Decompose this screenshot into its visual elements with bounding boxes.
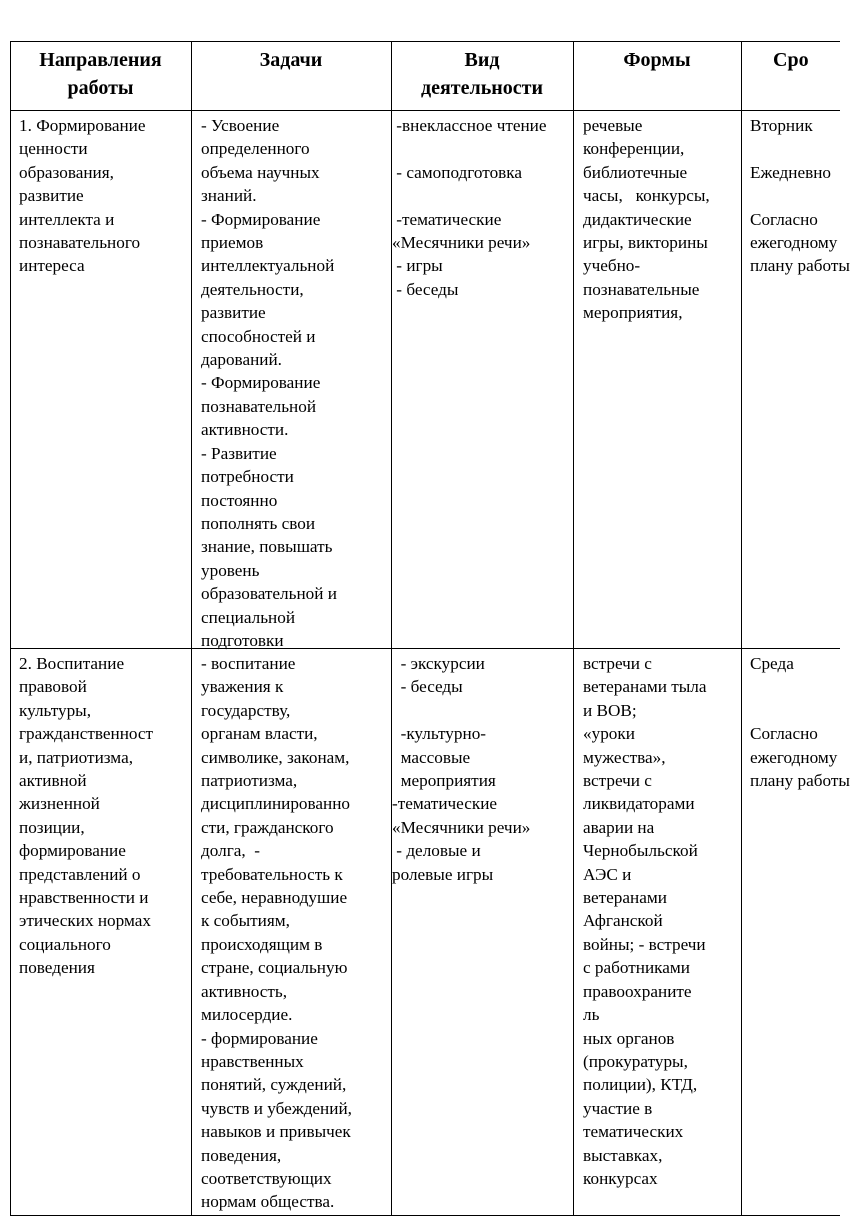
header-tasks: Задачи — [259, 49, 323, 71]
row2-terms: Среда Согласно ежегодному плану работы — [750, 654, 850, 791]
header-forms: Формы — [623, 49, 691, 71]
header-activity: Вид деятельности — [420, 49, 544, 99]
row1-forms: речевые конференции, библиотечные часы, конкурсы, дидактические игры, викторины учебно- познавательные мероприятия, — [583, 116, 710, 323]
row1-direction: 1. Формирование ценности образования, развитие интеллекта и познавательного интереса — [19, 116, 146, 276]
row1-tasks: - Усвоение определенного объема научных знаний. - Формирование приемов интеллектуальной деятельности, развитие способностей и дарований. - Формирование познавательной активности. - Развитие потребности постоянно пополнять свои знание, повышать уровень образовательной и специальной подготовки — [201, 116, 337, 650]
row2-forms: встречи с ветеранами тыла и ВОВ; «уроки мужества», встречи с ликвидаторами аварии на Чернобыльской АЭС и ветеранами Афганской войны; - встречи с работниками правоохраните ль ных органов (прокуратуры, полиции), КТД, участие в тематических выставках, конкурсах — [583, 654, 707, 1188]
row2-activity: - экскурсии - беседы -культурно- массовые мероприятия -тематические «Месячники речи» - деловые и ролевые игры — [392, 654, 531, 884]
plan-table — [10, 41, 850, 1216]
row1-activity: -внеклассное чтение - самоподготовка -тематические «Месячники речи» - игры - беседы — [392, 116, 547, 299]
row2-tasks: - воспитание уважения к государству, органам власти, символике, законам, патриотизма, дисциплинированно сти, гражданского долга, - требовательность к себе, неравнодушие к событиям, происходящим в стране, социальную активность, милосердие. - формирование нравственных понятий, суждений, чувств и убеждений, навыков и привычек поведения, соответствующих нормам общества. — [201, 654, 352, 1212]
row2-direction: 2. Воспитание правовой культуры, гражданственност и, патриотизма, активной жизненной позиции, формирование представлений о нравственности и этических нормах социального поведения — [19, 654, 154, 978]
header-directions: Направления работы — [39, 49, 162, 99]
header-terms: Сро — [773, 49, 809, 71]
row1-terms: Вторник Ежедневно Согласно ежегодному плану работы — [750, 116, 850, 276]
